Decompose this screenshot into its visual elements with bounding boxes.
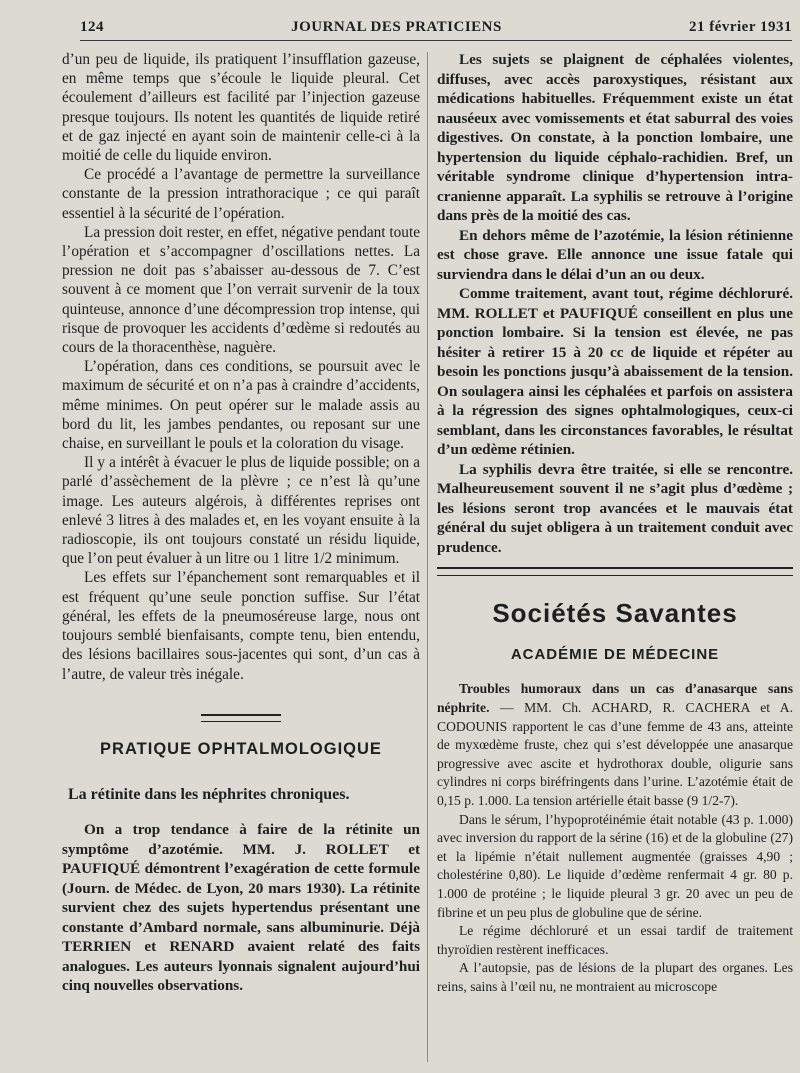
ophta-article [62,820,420,996]
paragraph: Il y a intérêt à évacuer le plus de liquide possible; on a parlé d’assèchement de la plèvre ; ce n’est là qu’une image. Les auteurs algérois, à différentes reprises ont enlevé 3 litres à des malades et, en les voyant ensuite à la radioscopie, ils ont toujours constaté un résidu liquide, que l’on peut évaluer à un litre ou 1 litre 1/2 minimum. [62,454,420,568]
paragraph: A l’autopsie, pas de lésions de la plupart des organes. Les reins, sains à l’œil nu, ne montraient au microscope [437,960,793,994]
paragraph: Comme traitement, avant tout, régime déchloruré. MM. ROLLET et PAUFIQUÉ conseillent en plus une ponction lombaire. Si la tension est élevée, ne pas hésiter à retirer 15 à 20 cc de liquide et répéter au besoin les ponctions jusqu’à abaissement de la tension. On soulagera ainsi les céphalées et parfois on assistera à la régression des signes ophtalmologiques, ceux-ci semblant, dans les circonstances favorables, le résultat d’un œdème rétinien. [437,285,793,458]
section-separator [201,714,281,722]
paragraph: Ce procédé a l’avantage de permettre la surveillance constante de la pression intrathoracique ; ce qui paraît essentiel à la sécurité de l’opération. [62,166,420,222]
journal-title: JOURNAL DES PRATICIENS [291,18,502,35]
left-column [62,50,420,996]
paragraph: Les effets sur l’épanchement sont remarquables et il est fréquent qu’une seule ponction suffise. Sur l’état général, les effets de la pneumoséreuse large, nous ont toujours semblé bienfaisants, compte tenu, bien entendu, des lésions bacillaires sous-jacentes qui sont, d’un cas à l’autre, de valeur très inégale. [62,569,420,683]
page-header [80,14,792,41]
paragraph: Dans le sérum, l’hypoprotéinémie était notable (43 p. 1.000) avec inversion du rapport de la sérine (16) et de la globuline (27) et la lipémie n’était nullement augmentée (graisses 4,90 ; cholestérine 0,80). Le liquide d’œdème renfermait 4 gr. 80 p. 1.000 de protéine ; le liquide pleural 3 gr. 20 avec un peu de fibrine et un peu plus de globuline que de sérine. [437,811,793,920]
page-number: 124 [80,18,104,35]
academy-lead-text: — MM. Ch. ACHARD, R. CACHERA et A. CODOUNIS rapportent le cas d’une femme de 43 ans, atteinte de myxœdème fruste, chez qui s’est développée une anasarque progressive avec ascite et hydrothorax double, oligurie sans cylindres ni corps biréfringents dans l’urine. L’azotémie était de 0,15 p. 1.000. La tension artérielle était basse (9 1/2-7). [437,700,793,808]
academy-lead-title: Troubles humoraux dans un cas d’anasarque sans néphrite. [437,681,793,715]
paragraph: Le régime déchloruré et un essai tardif de traitement thyroïdien restèrent inefficaces. [437,923,793,957]
academy-article [437,680,793,996]
section-title: PRATIQUE OPHTALMOLOGIQUE [100,739,382,758]
article-title: La rétinite dans les néphrites chroniques. [68,785,350,803]
paragraph: On a trop tendance à faire de la rétinite un symptôme d’azotémie. MM. J. ROLLET et PAUFIQUÉ démontrent l’exagération de cette formule (Journ. de Médec. de Lyon, 20 mars 1930). La rétinite survient chez des sujets hypertendus présentant une constante d’Ambard normale, sans albuminurie. Déjà TERRIEN et RENARD avaient relaté des faits analogues. Les auteurs lyonnais signalent aujourd’hui cinq nouvelles observations. [62,821,420,995]
paragraph: En dehors même de l’azotémie, la lésion rétinienne est chose grave. Elle annonce une issue fatale qui surviendra dans le délai d’un an ou deux. [437,226,793,283]
ophta-article-continued [437,50,793,557]
column-divider [427,52,428,1062]
academy-lead-paragraph [437,680,793,810]
paragraph: d’un peu de liquide, ils pratiquent l’insufflation gazeuse, en même temps que s’écoule le liquide pleural. Cet écoulement d’ailleurs est facilité par l’injection gazeuse presque toujours. Ils notent les quantités de liquide retiré et de gaz injecté en ayant soin de maintenir celle-ci à la moitié de celle du liquide environ. [62,51,420,165]
academy-title: ACADÉMIE DE MÉDECINE [510,646,720,664]
societies-title: Sociétés Savantes [492,598,738,628]
section-separator [437,567,793,576]
paragraph: Les sujets se plaignent de céphalées violentes, diffuses, avec accès paroxystiques, résistant aux médications habituelles. Fréquemment existe un état nauséeux avec vomissements et état saburral des voies digestives. On constate, à la ponction lombaire, une hypertension du liquide céphalo-rachidien. Bref, un véritable syndrome clinique d’hypertension intra-cranienne apparaît. La syphilis se retrouve à l’origine dans près de la moitié des cas. [437,51,793,224]
paragraph: La syphilis devra être traitée, si elle se rencontre. Malheureusement souvent il ne s’agit plus d’œdème ; les lésions seront trop avancées et le mauvais état général du sujet obligera à un traitement conduit avec prudence. [437,460,793,556]
paragraph: L’opération, dans ces conditions, se poursuit avec le maximum de sécurité et on n’a pas à craindre d’accidents, même minimes. On peut opérer sur le malade assis au bord du lit, les jambes pendantes, ou reposant sur une chaise, en surveillant le pouls et la coloration du visage. [62,358,420,453]
paragraph: La pression doit rester, en effet, négative pendant toute l’opération et s’accompagner d’oscillations nettes. La pression ne doit pas s’abaisser au-dessous de 7. C’est souvent à ce moment que l’on verrait survenir de la toux quinteuse, annonce d’une décompression trop intense, qui risque de provoquer les accidents d’œdème si redoutés au cours de la thoracenthèse, naguère. [62,223,420,357]
issue-date: 21 février 1931 [688,18,792,35]
right-column [437,50,793,997]
